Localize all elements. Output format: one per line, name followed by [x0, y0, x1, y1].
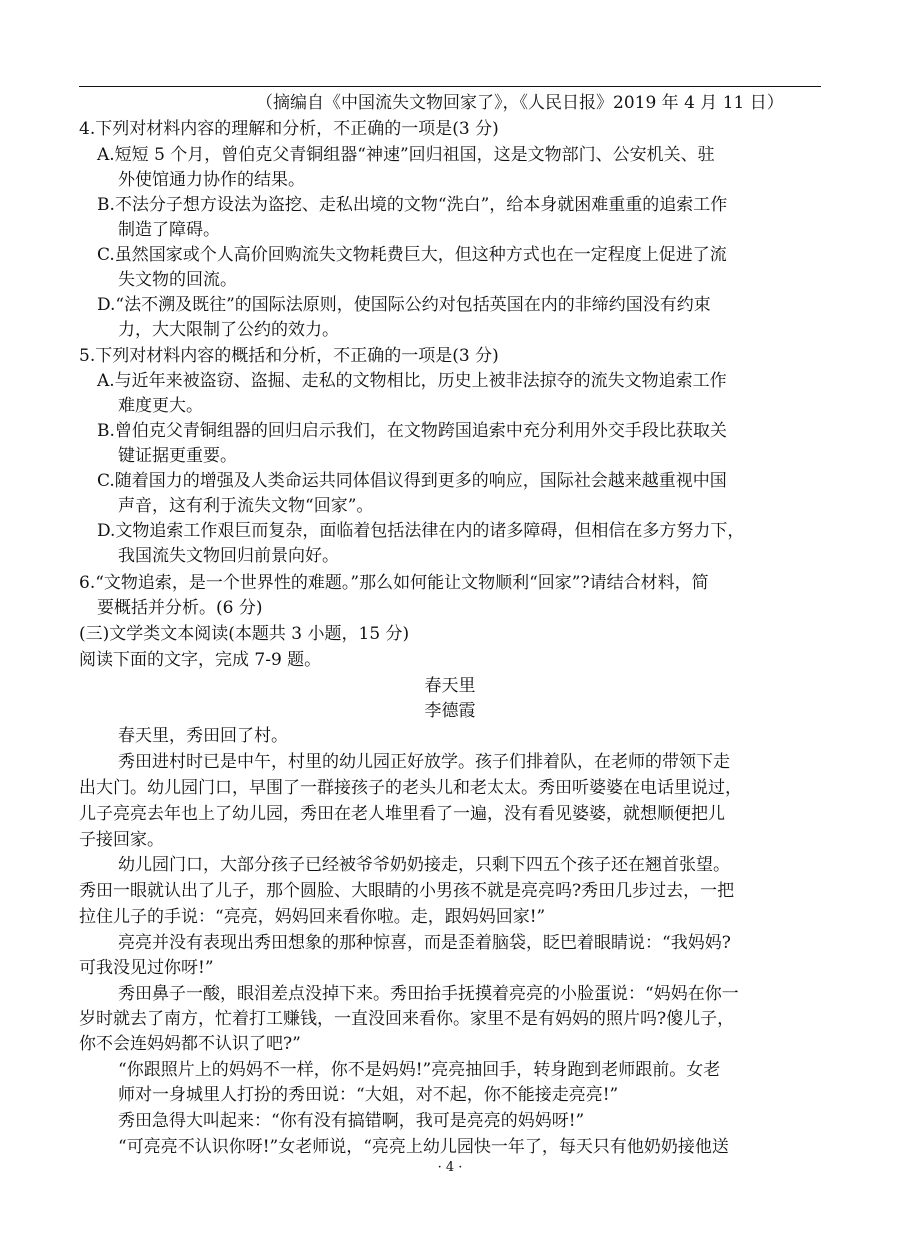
story-line: “你跟照片上的妈妈不一样，你不是妈妈!”亮亮抽回手，转身跑到老师跟前。女老	[118, 1060, 721, 1080]
story-line: 你不会连妈妈都不认识了吧?”	[79, 1034, 301, 1054]
section-heading: (三)文学类文本阅读(本题共 3 小题，15 分)	[79, 624, 410, 644]
source-citation: （摘编自《中国流失文物回家了》，《人民日报》2019 年 4 月 11 日）	[256, 93, 784, 113]
question-4-option-a-cont: 外使馆通力协作的结果。	[118, 170, 305, 190]
story-line: 师对一身城里人打扮的秀田说：“大姐，对不起，你不能接走亮亮!”	[118, 1085, 619, 1105]
page-number: · 4 ·	[437, 1160, 463, 1175]
question-5-option-c: C.随着国力的增强及人类命运共同体倡议得到更多的响应，国际社会越来越重视中国	[97, 471, 727, 491]
question-6-cont: 要概括并分析。(6 分)	[97, 598, 263, 618]
reading-instruction: 阅读下面的文字，完成 7-9 题。	[79, 650, 322, 670]
story-line: 出大门。幼儿园门口，早围了一群接孩子的老头儿和老太太。秀田听婆婆在电话里说过，	[79, 778, 742, 798]
story-line: 秀田进村时已是中午，村里的幼儿园正好放学。孩子们排着队，在老师的带领下走	[118, 752, 730, 772]
story-line: 岁时就去了南方，忙着打工赚钱，一直没回来看你。家里不是有妈妈的照片吗?傻儿子，	[79, 1009, 735, 1029]
question-5-option-d-cont: 我国流失文物回归前景向好。	[118, 546, 339, 566]
story-line: 可我没见过你呀!”	[79, 958, 214, 978]
story-line: 幼儿园门口，大部分孩子已经被爷爷奶奶接走，只剩下四五个孩子还在翘首张望。	[118, 855, 730, 875]
question-4-option-d-cont: 力，大大限制了公约的效力。	[118, 320, 339, 340]
question-5-option-b: B.曾伯克父青铜组器的回归启示我们，在文物跨国追索中充分利用外交手段比获取关	[97, 421, 727, 441]
question-4-stem: 4.下列对材料内容的理解和分析，不正确的一项是(3 分)	[79, 119, 499, 139]
question-6: 6.“文物追索，是一个世界性的难题。”那么如何能让文物顺利“回家”?请结合材料，简	[79, 573, 709, 593]
question-5-option-a-cont: 难度更大。	[118, 396, 203, 416]
question-5-option-c-cont: 声音，这有利于流失文物“回家”。	[118, 496, 374, 516]
story-line: 子接回家。	[79, 830, 164, 850]
story-title: 春天里	[424, 676, 476, 696]
question-4-option-b-cont: 制造了障碍。	[118, 220, 220, 240]
question-5-stem: 5.下列对材料内容的概括和分析，不正确的一项是(3 分)	[79, 346, 499, 366]
story-line: 亮亮并没有表现出秀田想象的那种惊喜，而是歪着脑袋，眨巴着眼睛说：“我妈妈?	[118, 933, 731, 953]
question-5-option-a: A.与近年来被盗窃、盗掘、走私的文物相比，历史上被非法掠夺的流失文物追索工作	[97, 371, 727, 391]
question-4-option-c-cont: 失文物的回流。	[118, 270, 237, 290]
story-line: 儿子亮亮去年也上了幼儿园，秀田在老人堆里看了一遍，没有看见婆婆，就想顺便把儿	[79, 804, 725, 824]
story-line: 春天里，秀田回了村。	[118, 726, 288, 746]
question-4-option-d: D.“法不溯及既往”的国际法原则，使国际公约对包括英国在内的非缔约国没有约束	[97, 295, 711, 315]
question-4-option-c: C.虽然国家或个人高价回购流失文物耗费巨大，但这种方式也在一定程度上促进了流	[97, 245, 727, 265]
question-4-option-a: A.短短 5 个月，曾伯克父青铜组器“神速”回归祖国，这是文物部门、公安机关、驻	[97, 145, 715, 165]
question-5-option-d: D.文物追索工作艰巨而复杂，面临着包括法律在内的诸多障碍，但相信在多方努力下，	[97, 521, 745, 541]
header-rule	[79, 86, 821, 87]
story-line: 秀田一眼就认出了儿子，那个圆脸、大眼睛的小男孩不就是亮亮吗?秀田几步过去，一把	[79, 881, 735, 901]
story-line: 秀田急得大叫起来：“你有没有搞错啊，我可是亮亮的妈妈呀!”	[118, 1111, 585, 1131]
story-line: 拉住儿子的手说：“亮亮，妈妈回来看你啦。走，跟妈妈回家!”	[79, 907, 546, 927]
story-line: 秀田鼻子一酸，眼泪差点没掉下来。秀田抬手抚摸着亮亮的小脸蛋说：“妈妈在你一	[118, 984, 739, 1004]
question-4-option-b: B.不法分子想方设法为盗挖、走私出境的文物“洗白”，给本身就困难重重的追索工作	[97, 195, 728, 215]
story-author: 李德霞	[424, 701, 476, 721]
story-line: “可亮亮不认识你呀!”女老师说，“亮亮上幼儿园快一年了，每天只有他奶奶接他送	[118, 1137, 729, 1157]
question-5-option-b-cont: 键证据更重要。	[118, 446, 237, 466]
